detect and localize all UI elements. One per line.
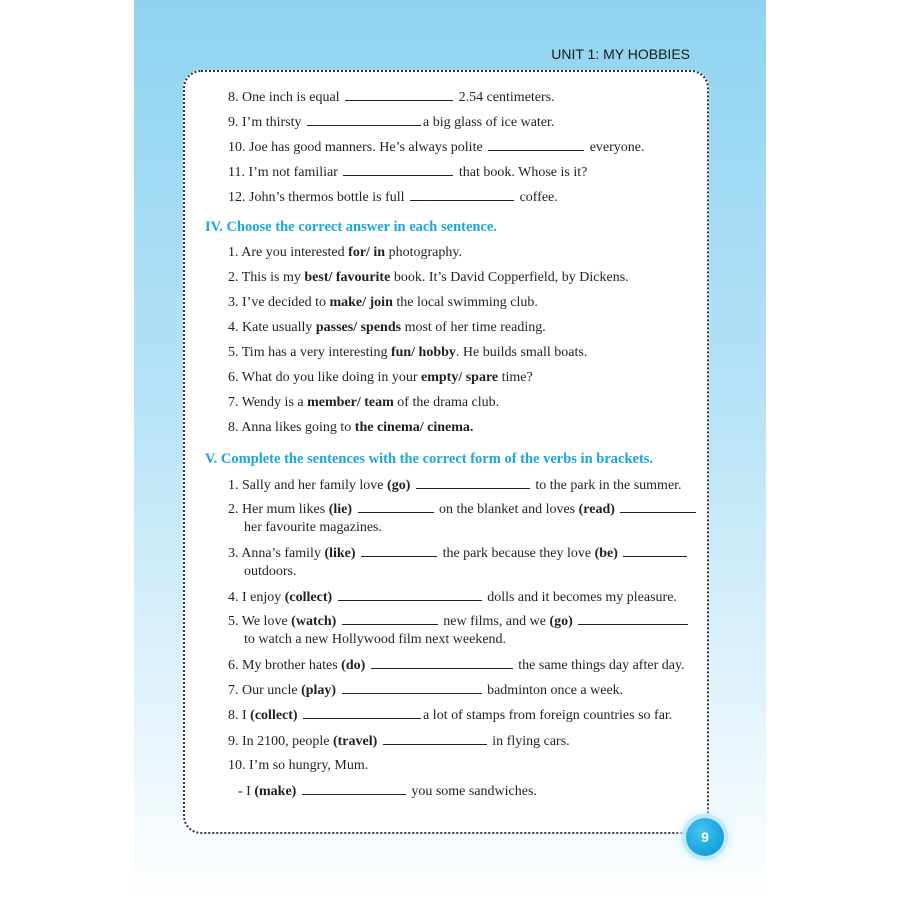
answer-options[interactable]: the cinema/ cinema.: [354, 420, 474, 435]
answer-options[interactable]: member/ team: [307, 395, 394, 410]
section-v-heading: V. Complete the sentences with the correct form of the verbs in brackets.: [205, 451, 654, 467]
answer-blank[interactable]: [578, 612, 688, 625]
list-item: 7. Our uncle (play) badminton once a week.: [228, 683, 624, 698]
list-item: 2. Her mum likes (lie) on the blanket and loves (read): [228, 500, 698, 519]
answer-options[interactable]: empty/ spare: [421, 370, 499, 385]
answer-blank[interactable]: [338, 588, 482, 601]
answer-blank[interactable]: [383, 732, 487, 745]
list-item: 12. John’s thermos bottle is full coffee.: [228, 190, 558, 205]
list-item: 6. My brother hates (do) the same things day after day.: [228, 658, 685, 673]
list-item-continuation: outdoors.: [244, 564, 297, 579]
answer-blank[interactable]: [342, 612, 438, 625]
section-iv-heading: IV. Choose the correct answer in each sentence.: [205, 219, 497, 235]
answer-blank[interactable]: [345, 88, 453, 101]
answer-options[interactable]: make/ join: [329, 295, 393, 310]
list-item: 2. This is my best/ favourite book. It’s David Copperfield, by Dickens.: [228, 270, 629, 285]
list-item: 8. Anna likes going to the cinema/ cinema.: [228, 420, 474, 435]
list-item: 4. Kate usually passes/ spends most of her time reading.: [228, 320, 546, 335]
answer-blank[interactable]: [303, 706, 421, 719]
list-item: 1. Are you interested for/ in photography.: [228, 245, 462, 260]
list-item: 8. I (collect) a lot of stamps from foreign countries so far.: [228, 708, 673, 723]
answer-blank[interactable]: [361, 544, 437, 557]
list-item: 10. I’m so hungry, Mum.: [228, 758, 369, 773]
answer-blank[interactable]: [358, 500, 434, 513]
answer-blank[interactable]: [410, 188, 514, 201]
list-item: 3. I’ve decided to make/ join the local swimming club.: [228, 295, 538, 310]
list-item: 7. Wendy is a member/ team of the drama club.: [228, 395, 500, 410]
answer-blank[interactable]: [343, 163, 453, 176]
page-number-badge: 9: [686, 818, 724, 856]
list-item-continuation: - I (make) you some sandwiches.: [238, 784, 537, 799]
answer-blank[interactable]: [416, 476, 530, 489]
list-item: 10. Joe has good manners. He’s always polite everyone.: [228, 140, 645, 155]
list-item: 5. We love (watch) new films, and we (go): [228, 612, 690, 631]
answer-blank[interactable]: [620, 500, 696, 513]
answer-blank[interactable]: [488, 138, 584, 151]
list-item: 11. I’m not familiar that book. Whose is it?: [228, 165, 588, 180]
list-item: 9. I’m thirsty a big glass of ice water.: [228, 115, 555, 130]
answer-blank[interactable]: [302, 782, 406, 795]
list-item: 5. Tim has a very interesting fun/ hobby. He builds small boats.: [228, 345, 588, 360]
list-item: 4. I enjoy (collect) dolls and it becomes my pleasure.: [228, 590, 677, 605]
unit-title: UNIT 1: MY HOBBIES: [551, 46, 690, 62]
answer-blank[interactable]: [623, 544, 687, 557]
answer-options[interactable]: passes/ spends: [315, 320, 402, 335]
answer-blank[interactable]: [307, 113, 421, 126]
answer-blank[interactable]: [371, 656, 513, 669]
list-item: 6. What do you like doing in your empty/ spare time?: [228, 370, 533, 385]
list-item: 1. Sally and her family love (go) to the park in the summer.: [228, 478, 682, 493]
list-item: 9. In 2100, people (travel) in flying cars.: [228, 734, 570, 749]
list-item: 3. Anna’s family (like) the park because they love (be): [228, 544, 689, 563]
list-item-continuation: her favourite magazines.: [244, 520, 382, 535]
answer-options[interactable]: best/ favourite: [304, 270, 391, 285]
answer-blank[interactable]: [342, 681, 482, 694]
answer-options[interactable]: fun/ hobby: [390, 345, 456, 360]
list-item-continuation: to watch a new Hollywood film next weekend.: [244, 632, 507, 647]
answer-options[interactable]: for/ in: [348, 245, 386, 260]
list-item: 8. One inch is equal 2.54 centimeters.: [228, 90, 555, 105]
